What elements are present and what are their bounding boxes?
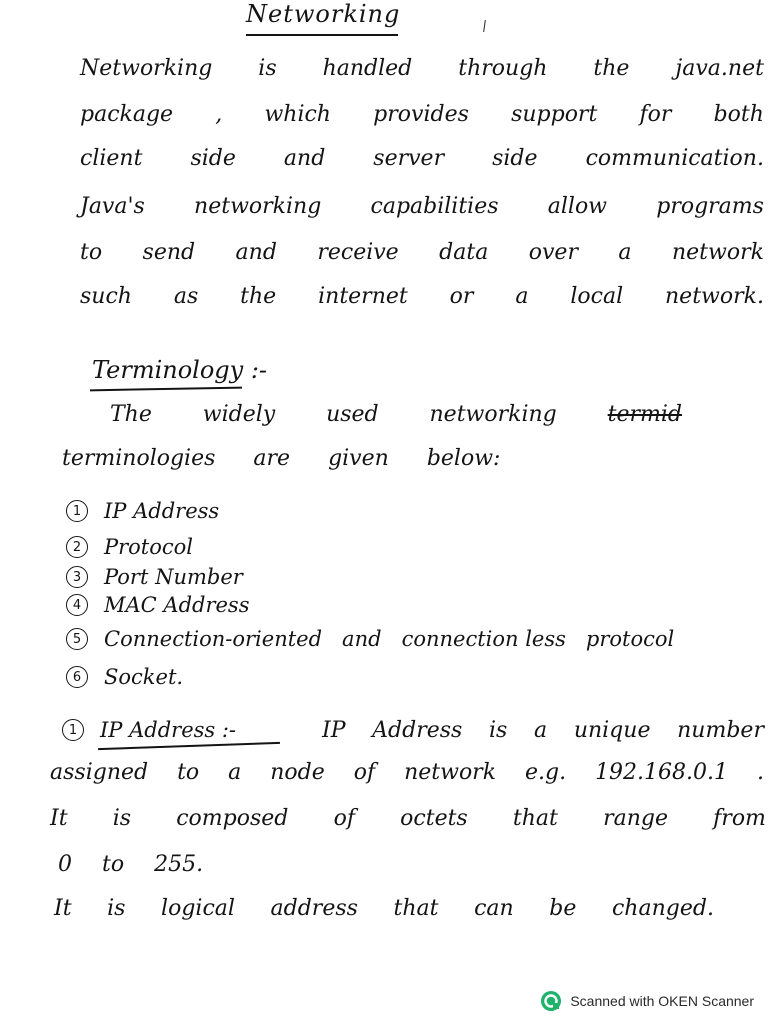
- word: data: [439, 240, 489, 265]
- terminology-line-1: [110, 402, 682, 427]
- word: a: [515, 284, 529, 309]
- word: of: [353, 760, 376, 785]
- word: package: [80, 102, 174, 127]
- pen-mark: [483, 20, 486, 32]
- word: a: [534, 718, 548, 743]
- word: is: [258, 56, 277, 81]
- scanner-logo-icon: [540, 990, 562, 1012]
- intro-line-6: [80, 284, 764, 309]
- word: 0: [58, 852, 72, 877]
- word: allow: [547, 194, 608, 219]
- word: logical: [161, 896, 235, 921]
- intro-line-3: [80, 146, 764, 171]
- list-item: [66, 534, 193, 560]
- word: provides: [373, 102, 469, 127]
- word: ,: [215, 102, 223, 127]
- word: address: [270, 896, 358, 921]
- ip-line-3: [58, 852, 258, 877]
- word: of: [333, 806, 355, 831]
- title-underline: [246, 34, 398, 36]
- word: The: [110, 402, 152, 427]
- word: internet: [318, 284, 408, 309]
- word: from: [713, 806, 766, 831]
- list-item-label: Socket.: [104, 665, 184, 689]
- number-circle: 6: [66, 666, 88, 688]
- word: receive: [317, 240, 399, 265]
- word: node: [270, 760, 325, 785]
- ip-line-4: [54, 896, 714, 921]
- word: to: [80, 240, 103, 265]
- word: as: [173, 284, 199, 309]
- word: and: [235, 240, 277, 265]
- word: are: [253, 446, 291, 471]
- word: can: [474, 896, 514, 921]
- ip-heading-label: IP Address :-: [100, 718, 237, 742]
- word: given: [328, 446, 389, 471]
- word: a: [228, 760, 242, 785]
- number-circle: 1: [66, 500, 88, 522]
- word: below:: [426, 446, 501, 471]
- intro-line-2: [80, 102, 764, 127]
- word: which: [264, 102, 331, 127]
- word: number: [677, 718, 764, 743]
- ip-line-1: [50, 760, 764, 785]
- intro-line-5: [80, 240, 764, 265]
- word: local: [570, 284, 624, 309]
- word: unique: [573, 718, 651, 743]
- word: be: [549, 896, 577, 921]
- word: java.net: [675, 56, 764, 81]
- word: programs: [656, 194, 764, 219]
- scanner-watermark-text: Scanned with OKEN Scanner: [570, 993, 754, 1009]
- number-circle: 3: [66, 566, 88, 588]
- word: terminologies: [62, 446, 216, 471]
- list-item: [66, 664, 183, 690]
- list-item-label: Port Number: [104, 565, 243, 589]
- word: .: [757, 760, 764, 785]
- number-circle: 2: [66, 536, 88, 558]
- word: that: [512, 806, 558, 831]
- number-circle: 5: [66, 628, 88, 650]
- intro-line-4: [80, 194, 764, 219]
- list-item: [66, 564, 243, 590]
- list-item-label: IP Address: [104, 499, 220, 523]
- word: or: [449, 284, 474, 309]
- word: 255.: [154, 852, 204, 877]
- scanner-watermark: [540, 990, 754, 1012]
- word: networking: [429, 402, 557, 427]
- word: network: [671, 240, 764, 265]
- word: changed.: [611, 896, 714, 921]
- word: network.: [665, 284, 764, 309]
- word: Address: [372, 718, 463, 743]
- terminology-heading: Terminology :-: [92, 356, 268, 384]
- list-item: [66, 498, 219, 524]
- word: 192.168.0.1: [595, 760, 729, 785]
- word: handled: [322, 56, 413, 81]
- word: side: [190, 146, 236, 171]
- word: assigned: [50, 760, 149, 785]
- word: widely: [202, 402, 276, 427]
- ip-section-heading: [62, 718, 236, 742]
- word: is: [112, 806, 132, 831]
- word: the: [240, 284, 277, 309]
- word: such: [80, 284, 132, 309]
- word: IP: [322, 718, 346, 743]
- page-title: Networking: [246, 0, 401, 28]
- intro-line-1: [80, 56, 764, 81]
- word: to: [177, 760, 200, 785]
- word: send: [142, 240, 196, 265]
- list-item-label: Protocol: [104, 535, 194, 559]
- word: and: [283, 146, 326, 171]
- word: network: [404, 760, 497, 785]
- word: composed: [176, 806, 289, 831]
- word: Networking: [80, 56, 213, 81]
- word: It: [50, 806, 68, 831]
- word: Java's: [80, 194, 145, 219]
- terminology-line-2: [62, 446, 562, 471]
- word: is: [489, 718, 508, 743]
- ip-line-2: [50, 806, 766, 831]
- word: It: [54, 896, 72, 921]
- word: communication.: [585, 146, 764, 171]
- word: for: [639, 102, 672, 127]
- number-circle: 1: [62, 719, 84, 741]
- word: used: [326, 402, 379, 427]
- word: to: [102, 852, 125, 877]
- word: the: [593, 56, 630, 81]
- number-circle: 4: [66, 594, 88, 616]
- word: octets: [400, 806, 468, 831]
- word: range: [603, 806, 668, 831]
- word: server: [373, 146, 445, 171]
- list-item: [66, 626, 674, 652]
- word: is: [107, 896, 126, 921]
- ip-line-0: [322, 718, 764, 743]
- ip-heading-underline: [98, 742, 280, 750]
- word: client: [80, 146, 143, 171]
- word: that: [393, 896, 439, 921]
- word: side: [492, 146, 538, 171]
- list-item-label: Connection-oriented and connection less protocol: [104, 627, 675, 651]
- word: e.g.: [525, 760, 567, 785]
- word: through: [458, 56, 548, 81]
- word: both: [713, 102, 764, 127]
- terminology-underline: [90, 387, 242, 392]
- list-item: [66, 592, 249, 618]
- word: a: [618, 240, 632, 265]
- word: over: [528, 240, 578, 265]
- word: capabilities: [370, 194, 499, 219]
- word: networking: [194, 194, 322, 219]
- list-item-label: MAC Address: [104, 593, 250, 617]
- word: support: [511, 102, 598, 127]
- struck-word: termid: [607, 402, 682, 427]
